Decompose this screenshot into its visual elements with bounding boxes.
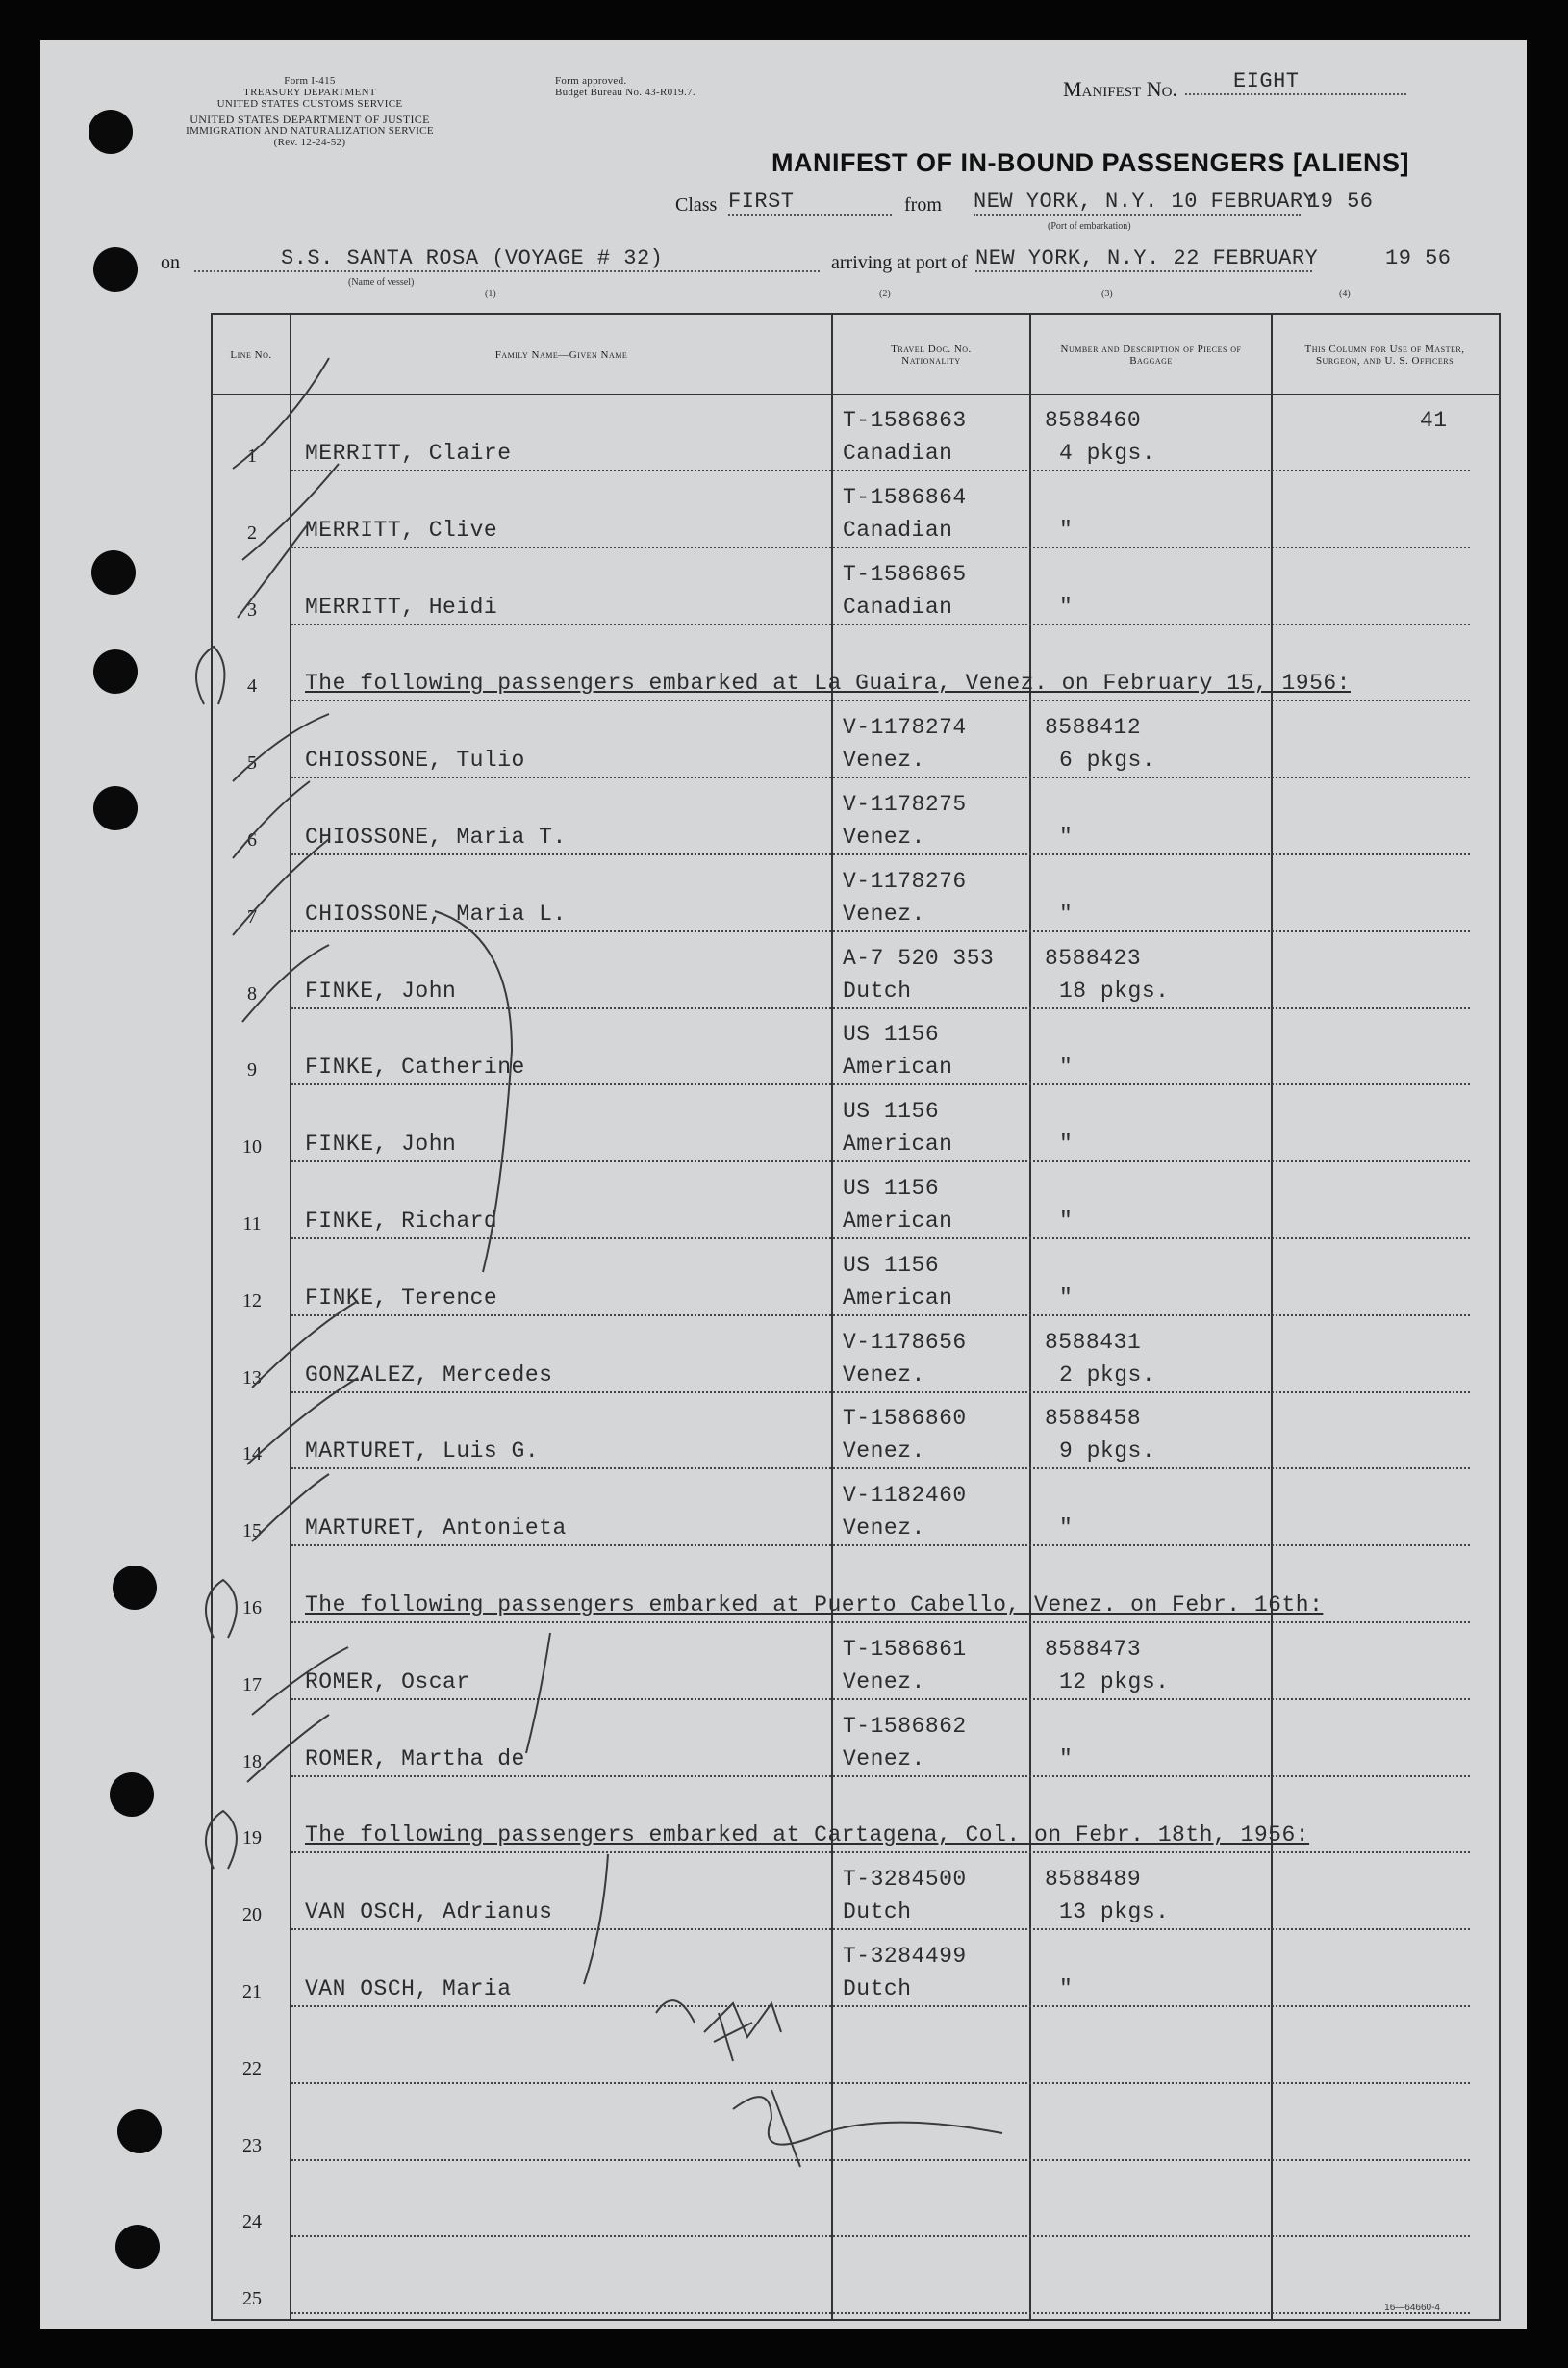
officer-note: 41 [1420, 408, 1448, 433]
passenger-name: FINKE, John [305, 978, 457, 1004]
nationality: Dutch [843, 1899, 912, 1925]
line-number: 24 [242, 2211, 262, 2233]
passenger-name: FINKE, John [305, 1132, 457, 1158]
embarkation-notice: The following passengers embarked at Cartagena, Col. on Febr. 18th, 1956: [305, 1822, 1310, 1848]
baggage-pieces: 6 pkgs. [1059, 748, 1156, 774]
line-number: 19 [242, 1827, 262, 1849]
baggage-pieces: " [1059, 825, 1074, 850]
signature-scrawl [733, 2097, 1002, 2145]
class-label: Class [675, 194, 718, 216]
embarkation-notice: The following passengers embarked at Puerto Cabello, Venez. on Febr. 16th: [305, 1592, 1324, 1617]
baggage-pieces: 12 pkgs. [1059, 1668, 1170, 1694]
line-number: 11 [242, 1213, 262, 1235]
col-header-travel: Travel Doc. No. Nationality [891, 344, 972, 367]
passenger-name: ROMER, Martha de [305, 1745, 525, 1771]
travel-doc-no: T-1586863 [843, 408, 967, 433]
check-mark [247, 1715, 329, 1782]
line-number: 14 [242, 1443, 262, 1465]
line-number: 2 [247, 522, 257, 544]
check-mark [242, 945, 329, 1022]
travel-doc-no: T-1586865 [843, 561, 967, 587]
class-value: FIRST [728, 190, 892, 216]
baggage-pieces: " [1059, 1209, 1074, 1234]
travel-doc-no: T-3284499 [843, 1944, 967, 1969]
from-label: from [904, 194, 942, 216]
budget-bureau: Budget Bureau No. 43-R019.7. [555, 87, 695, 98]
passenger-name: GONZALEZ, Mercedes [305, 1362, 553, 1388]
passenger-name: MERRITT, Clive [305, 517, 498, 543]
passenger-name: FINKE, Richard [305, 1209, 498, 1234]
line-number: 3 [247, 598, 257, 621]
baggage-pieces: " [1059, 1132, 1074, 1158]
passenger-name: MARTURET, Antonieta [305, 1515, 567, 1541]
vessel-value: S.S. SANTA ROSA (VOYAGE # 32) [194, 246, 820, 272]
nationality: Venez. [843, 825, 925, 850]
line-number: 25 [242, 2288, 262, 2310]
baggage-pieces: " [1059, 1976, 1074, 2001]
travel-doc-no: US 1156 [843, 1176, 940, 1201]
circle-mark [196, 647, 224, 704]
check-mark [233, 839, 329, 935]
line-number: 17 [242, 1673, 262, 1695]
travel-doc-no: US 1156 [843, 1022, 940, 1048]
nationality: Venez. [843, 901, 925, 927]
check-mark [233, 358, 329, 469]
check-mark [238, 522, 310, 618]
line-number: 10 [242, 1136, 262, 1159]
nationality: Venez. [843, 1362, 925, 1388]
passenger-name: MERRITT, Claire [305, 441, 512, 466]
arrival-value: NEW YORK, N.Y. 22 FEBRUARY [975, 246, 1319, 270]
circle-mark [206, 1811, 237, 1869]
line-number: 20 [242, 1904, 262, 1926]
treasury-dept: TREASURY DEPARTMENT [243, 87, 376, 98]
manifest-title: MANIFEST OF IN-BOUND PASSENGERS [ALIENS] [771, 148, 1410, 177]
signature-scrawl [771, 2090, 800, 2167]
arriving-label: arriving at port of [831, 252, 968, 273]
line-number: 18 [242, 1750, 262, 1772]
passenger-name: MERRITT, Heidi [305, 594, 498, 620]
line-number: 12 [242, 1289, 262, 1311]
baggage-pieces: " [1059, 1285, 1074, 1311]
baggage-pieces: " [1059, 1745, 1074, 1771]
line-number: 1 [247, 446, 257, 467]
col-index-2: (2) [879, 289, 891, 299]
baggage-pieces: " [1059, 594, 1074, 620]
nationality: American [843, 1209, 953, 1234]
baggage-number: 8588458 [1045, 1406, 1142, 1432]
nationality: Venez. [843, 1439, 925, 1464]
bracket-mark [435, 911, 512, 1272]
baggage-number: 8588412 [1045, 715, 1142, 741]
line-number: 23 [242, 2134, 262, 2156]
stroke-mark [526, 1633, 550, 1753]
line-number: 9 [247, 1059, 257, 1082]
baggage-number: 8588423 [1045, 945, 1142, 971]
line-number: 22 [242, 2057, 262, 2079]
line-number: 6 [247, 829, 257, 851]
check-mark [252, 1301, 358, 1388]
line-number: 7 [247, 905, 257, 928]
baggage-pieces: 18 pkgs. [1059, 978, 1170, 1004]
passenger-name: VAN OSCH, Adrianus [305, 1899, 553, 1925]
check-mark [247, 1378, 358, 1464]
form-id: Form I-415 [284, 75, 336, 87]
nationality: Canadian [843, 594, 953, 620]
passenger-name: CHIOSSONE, Maria L. [305, 901, 567, 927]
col-header-baggage: Number and Description of Pieces of Baggage [1060, 344, 1242, 367]
baggage-pieces: 2 pkgs. [1059, 1362, 1156, 1388]
line-number: 21 [242, 1981, 262, 2002]
col-header-line: Line No. [230, 349, 272, 361]
travel-doc-no: V-1178274 [843, 715, 967, 741]
nationality: American [843, 1055, 953, 1081]
baggage-pieces: 9 pkgs. [1059, 1439, 1156, 1464]
travel-doc-no: US 1156 [843, 1099, 940, 1125]
baggage-pieces: " [1059, 1515, 1074, 1541]
passenger-name: CHIOSSONE, Tulio [305, 748, 525, 774]
line-number: 5 [247, 752, 257, 775]
justice-dept: UNITED STATES DEPARTMENT OF JUSTICE [190, 113, 430, 126]
nationality: Canadian [843, 441, 953, 466]
travel-doc-no: V-1178276 [843, 868, 967, 894]
travel-doc-no: V-1178656 [843, 1329, 967, 1355]
port-embark-caption: (Port of embarkation) [1048, 221, 1131, 232]
from-value: NEW YORK, N.Y. 10 FEBRUARY [974, 190, 1317, 214]
nationality: American [843, 1132, 953, 1158]
baggage-pieces: " [1059, 901, 1074, 927]
nationality: Dutch [843, 1976, 912, 2001]
passenger-name: FINKE, Terence [305, 1285, 498, 1311]
travel-doc-no: T-1586861 [843, 1636, 967, 1662]
travel-doc-no: T-1586860 [843, 1406, 967, 1432]
check-mark [252, 1474, 329, 1541]
embarkation-notice: The following passengers embarked at La Guaira, Venez. on February 15, 1956: [305, 671, 1351, 697]
nationality: Dutch [843, 978, 912, 1004]
check-mark [233, 714, 329, 781]
check-mark [242, 464, 339, 560]
passenger-name: FINKE, Catherine [305, 1055, 525, 1081]
travel-doc-no: V-1178275 [843, 792, 967, 817]
ins-service: IMMIGRATION AND NATURALIZATION SERVICE [186, 125, 434, 137]
check-mark [233, 781, 310, 858]
line-number: 8 [247, 982, 257, 1005]
travel-doc-no: A-7 520 353 [843, 945, 995, 971]
col-header-name: Family Name—Given Name [494, 349, 628, 361]
line-number: 15 [242, 1520, 262, 1542]
nationality: Venez. [843, 1745, 925, 1771]
nationality: Venez. [843, 1515, 925, 1541]
manifest-page [40, 40, 1527, 2329]
signature-scrawl [656, 2000, 781, 2037]
revision: (Rev. 12-24-52) [273, 137, 346, 148]
baggage-number: 8588460 [1045, 408, 1142, 433]
travel-doc-no: T-3284500 [843, 1867, 967, 1893]
travel-doc-no: T-1586862 [843, 1713, 967, 1739]
baggage-pieces: 13 pkgs. [1059, 1899, 1170, 1925]
vessel-caption: (Name of vessel) [348, 277, 415, 288]
on-label: on [161, 252, 180, 273]
baggage-pieces: " [1059, 1055, 1074, 1081]
passenger-name: CHIOSSONE, Maria T. [305, 825, 567, 850]
check-mark [252, 1647, 348, 1715]
stroke-mark [584, 1854, 608, 1984]
col-index-3: (3) [1101, 289, 1113, 299]
footer-code: 16—64660-4 [1384, 2303, 1440, 2313]
passenger-name: VAN OSCH, Maria [305, 1976, 512, 2001]
line-number: 16 [242, 1597, 262, 1618]
baggage-number: 8588473 [1045, 1636, 1142, 1662]
col-header-officers: This Column for Use of Master, Surgeon, and U. S. Officers [1304, 344, 1465, 367]
nationality: Canadian [843, 517, 953, 543]
from-year: 19 56 [1307, 190, 1374, 214]
baggage-pieces: " [1059, 517, 1074, 543]
col-index-4: (4) [1339, 289, 1351, 299]
passenger-name: MARTURET, Luis G. [305, 1439, 540, 1464]
arrival-year: 19 56 [1385, 246, 1452, 270]
col-index-1: (1) [485, 289, 496, 299]
baggage-pieces: 4 pkgs. [1059, 441, 1156, 466]
manifest-no: EIGHT [1185, 69, 1406, 95]
nationality: Venez. [843, 1668, 925, 1694]
nationality: Venez. [843, 748, 925, 774]
handwritten-marks [40, 40, 1527, 2329]
baggage-number: 8588489 [1045, 1867, 1142, 1893]
travel-doc-no: US 1156 [843, 1252, 940, 1278]
form-approved: Form approved. [555, 75, 627, 87]
customs-service: UNITED STATES CUSTOMS SERVICE [216, 98, 403, 110]
passenger-name: ROMER, Oscar [305, 1668, 470, 1694]
line-number: 13 [242, 1366, 262, 1388]
nationality: American [843, 1285, 953, 1311]
travel-doc-no: V-1182460 [843, 1483, 967, 1509]
circle-mark [206, 1580, 237, 1638]
manifest-no-label: Manifest No. [1063, 77, 1177, 101]
baggage-number: 8588431 [1045, 1329, 1142, 1355]
line-number: 4 [247, 675, 257, 698]
travel-doc-no: T-1586864 [843, 484, 967, 510]
